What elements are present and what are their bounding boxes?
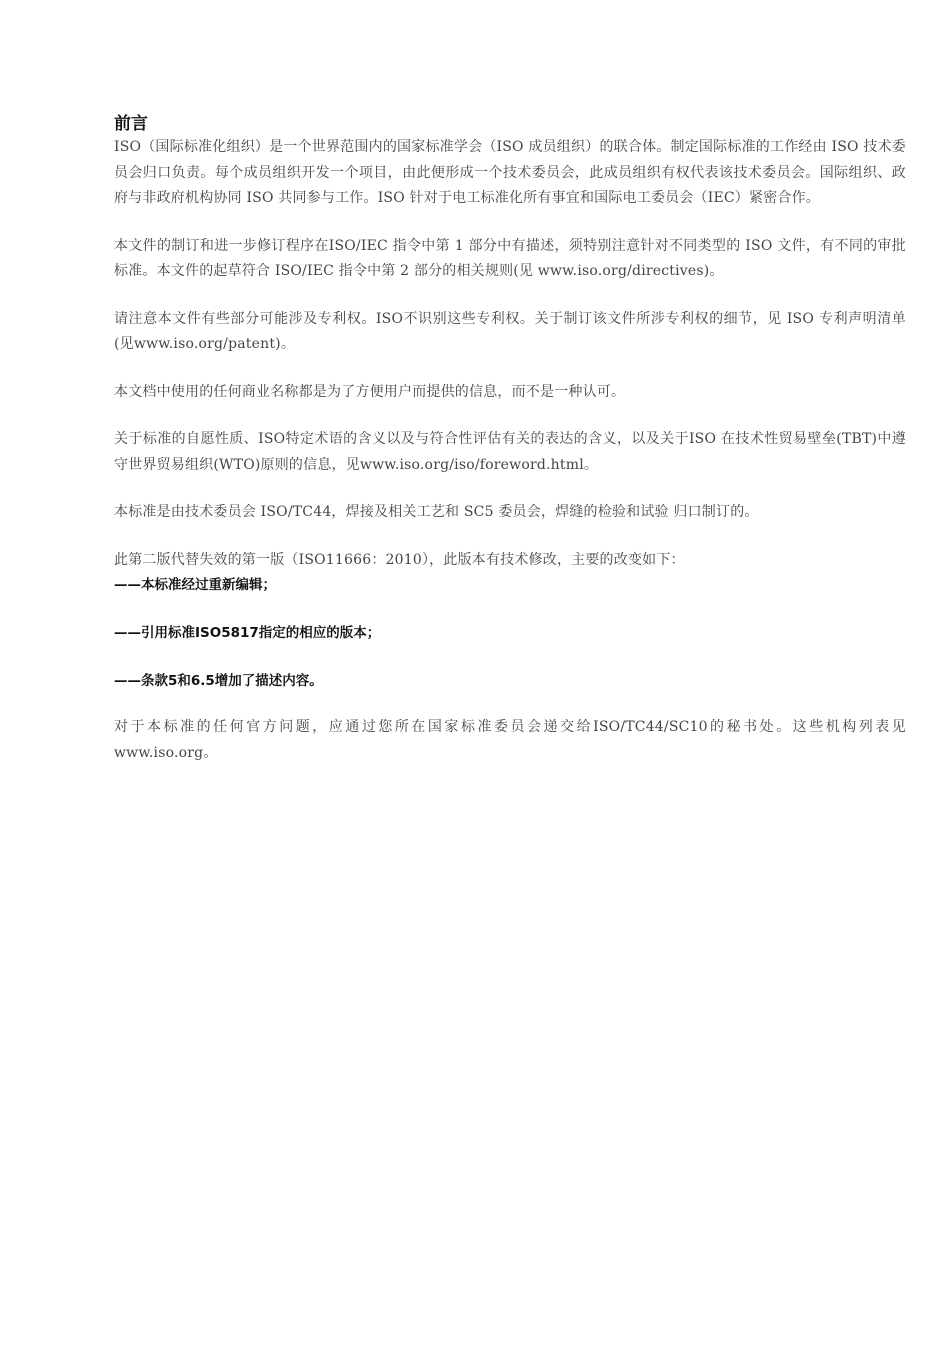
paragraph-committee: 本标准是由技术委员会 ISO/TC44，焊接及相关工艺和 SC5 委员会，焊缝的检验和试验 归口制订的。 bbox=[114, 504, 759, 520]
paragraph-iso-intro: ISO（国际标准化组织）是一个世界范围内的国家标准学会（ISO 成员组织）的联合体。制定国际标准的工作经由 ISO 技术委员会归口负责。每个成员组织开发一个项目，由此便形成一个技术委员会，此成员组织有权代表该技术委员会。国际组织、政府与非政府机构协同 ISO 共同参与工作。ISO 针对于电工标准化所有事宜和国际电工委员会（IEC）紧密合作。 bbox=[114, 139, 906, 206]
change-item: ——本标准经过重新编辑； bbox=[114, 577, 276, 593]
paragraph-voluntary-nature: 关于标准的自愿性质、ISO特定术语的含义以及与符合性评估有关的表达的含义，以及关于ISO 在技术性贸易壁垒(TBT)中遵守世界贸易组织(WTO)原则的信息，见www.iso.org/iso/foreword.html。 bbox=[114, 431, 906, 473]
paragraph-closing: 对于本标准的任何官方问题，应通过您所在国家标准委员会递交给ISO/TC44/SC10的秘书处。这些机构列表见www.iso.org。 bbox=[114, 719, 906, 761]
page-title: 前言 bbox=[114, 114, 148, 134]
paragraph-directives: 本文件的制订和进一步修订程序在ISO/IEC 指令中第 1 部分中有描述，须特别注意针对不同类型的 ISO 文件，有不同的审批标准。本文件的起草符合 ISO/IEC 指令中第 2 部分的相关规则(见 www.iso.org/directives)。 bbox=[114, 237, 906, 279]
change-item: ——条款5和6.5增加了描述内容。 bbox=[114, 673, 323, 689]
document-page bbox=[114, 112, 906, 766]
paragraph-patents: 请注意本文件有些部分可能涉及专利权。ISO不识别这些专利权。关于制订该文件所涉专利权的细节，见 ISO 专利声明清单(见www.iso.org/patent)。 bbox=[114, 310, 906, 352]
change-item: ——引用标准ISO5817指定的相应的版本； bbox=[114, 625, 381, 641]
paragraph-edition: 此第二版代替失效的第一版（ISO11666：2010），此版本有技术修改，主要的改变如下： bbox=[114, 551, 685, 568]
paragraph-trade-names: 本文档中使用的任何商业名称都是为了方便用户而提供的信息，而不是一种认可。 bbox=[114, 383, 626, 400]
